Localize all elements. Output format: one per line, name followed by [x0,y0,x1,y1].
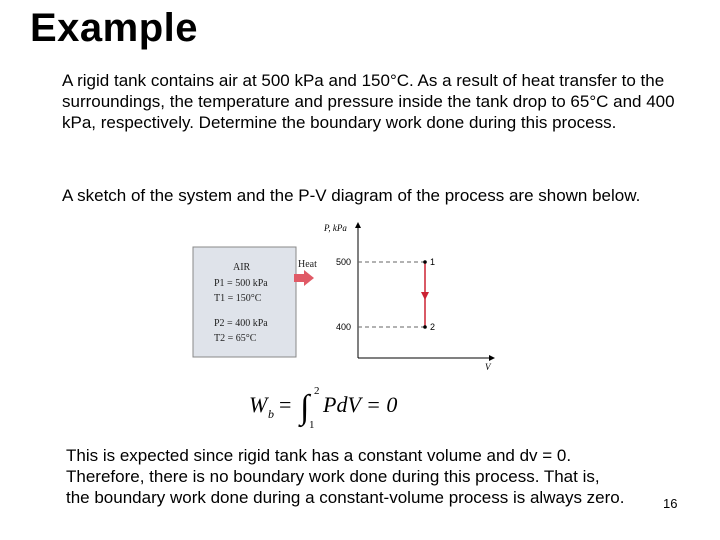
integral-upper-limit: 2 [314,385,320,397]
conclusion-line-3: the boundary work done during a constant-volume process is always zero. [66,488,625,507]
boundary-work-equation [245,380,425,430]
conclusion-text [66,445,666,508]
p-tick-500: 500 [336,257,352,267]
equation-rhs: PdV = 0 [323,392,398,417]
state-point-2-label: 2 [430,322,436,332]
equation-lhs: W [249,392,268,417]
state-point-2 [423,325,427,329]
problem-statement: A rigid tank contains air at 500 kPa and 150°C. As a result of heat transfer to the surroundings, the temperature and pressure inside the tank drop to 65°C and 400 kPa, respectively. Determine the boundary work done during this process. [62,71,675,132]
system-and-pv-figure [190,220,510,370]
equation-equals: = [279,392,292,417]
tank-state1-temperature: T1 = 150°C [214,293,262,304]
v-axis-label: V [485,362,491,370]
integral-sign-icon: ∫ [300,389,310,426]
sketch-intro: A sketch of the system and the P-V diagram of the process are shown below. [62,186,641,205]
tank-label: AIR [233,262,251,273]
heat-arrow-icon [294,270,314,286]
heat-label: Heat [298,259,317,270]
v-axis-arrow-icon [489,355,495,361]
conclusion-line-2: Therefore, there is no boundary work done during this process. That is, [66,467,600,486]
state-point-1 [423,260,427,264]
conclusion-line-1: This is expected since rigid tank has a constant volume and dv = 0. [66,446,572,465]
p-tick-400: 400 [336,322,352,332]
page-number: 16 [663,496,678,511]
integral-lower-limit: 1 [309,419,315,430]
equation-lhs-subscript: b [268,407,274,421]
process-arrow-icon [421,292,429,300]
state-point-1-label: 1 [430,257,436,267]
tank-state2-pressure: P2 = 400 kPa [214,318,268,329]
tank-state2-temperature: T2 = 65°C [214,333,257,344]
slide-title: Example [30,6,199,50]
p-axis-arrow-icon [355,222,361,228]
tank-state1-pressure: P1 = 500 kPa [214,278,268,289]
p-axis-label: P, kPa [324,223,347,233]
